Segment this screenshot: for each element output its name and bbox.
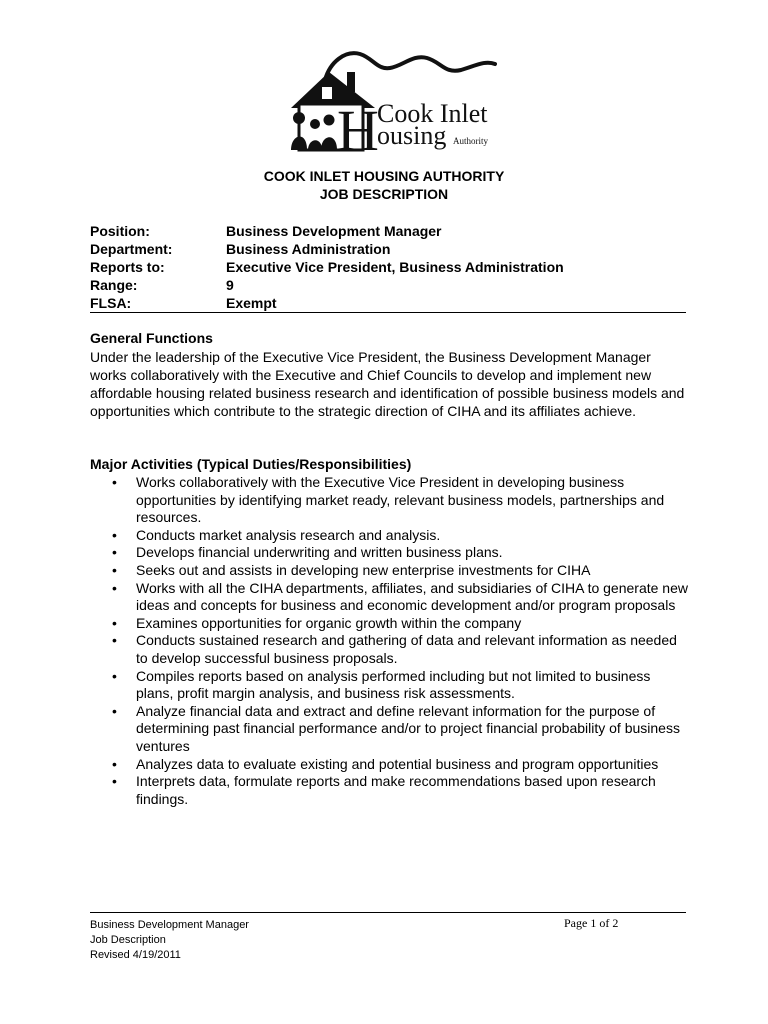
list-item-text: Interprets data, formulate reports and make recommendations based upon research findings.: [136, 773, 656, 807]
list-item-text: Analyzes data to evaluate existing and potential business and program opportunities: [136, 755, 659, 772]
logo-name-line2: ousing: [377, 121, 447, 150]
info-value: 9: [226, 277, 234, 293]
svg-text:H: H: [337, 98, 379, 154]
list-item: [90, 632, 690, 667]
bullet-icon: •: [112, 474, 117, 490]
list-item: [90, 615, 690, 633]
list-item-text: Examines opportunities for organic growth within the company: [136, 614, 522, 631]
list-item: [90, 527, 690, 545]
info-row-department: [90, 240, 686, 258]
list-item: [90, 773, 690, 808]
info-label: Position:: [90, 223, 150, 239]
bullet-icon: •: [112, 526, 117, 543]
info-label: FLSA:: [90, 295, 132, 311]
info-value: Business Administration: [226, 241, 391, 257]
bullet-icon: •: [112, 667, 117, 684]
cook-inlet-housing-logo: [285, 42, 497, 154]
bullet-icon: •: [112, 632, 117, 649]
info-value: Executive Vice President, Business Administration: [226, 259, 564, 275]
general-functions-heading: General Functions: [90, 330, 213, 346]
list-item-text: Conducts market analysis research and analysis.: [136, 526, 441, 543]
bullet-icon: •: [112, 579, 117, 596]
list-item-text: Conducts sustained research and gathering of data and relevant information as needed to develop successful business proposals.: [136, 632, 677, 666]
list-item-text: Seeks out and assists in developing new enterprise investments for CIHA: [136, 561, 591, 578]
list-item: [90, 703, 690, 756]
list-item: [90, 474, 690, 527]
bullet-icon: •: [112, 544, 117, 561]
info-row-range: [90, 276, 686, 294]
bullet-icon: •: [112, 614, 117, 631]
major-activities-list: [90, 474, 690, 808]
info-label: Department:: [90, 241, 173, 257]
list-item: [90, 580, 690, 615]
info-row-reports-to: [90, 258, 686, 276]
info-row-flsa: [90, 294, 686, 312]
footer-doc-type: Job Description: [90, 934, 166, 946]
footer-info: [90, 918, 249, 963]
list-item-text: Compiles reports based on analysis performed including but not limited to business plans, profit margin analysis, and business risk assessments.: [136, 667, 651, 702]
info-row-position: [90, 222, 686, 240]
organization-title: COOK INLET HOUSING AUTHORITY: [263, 168, 505, 184]
list-item: [90, 562, 690, 580]
footer-divider: [90, 912, 686, 913]
logo-graphic: [285, 42, 497, 154]
logo-name-line1: Cook Inlet: [377, 99, 488, 128]
info-label: Range:: [90, 277, 138, 293]
bullet-icon: •: [112, 561, 117, 578]
major-activities-heading: Major Activities (Typical Duties/Responsibilities): [90, 456, 412, 472]
list-item-text: Analyze financial data and extract and define relevant information for the purpose of determining past financial performance and/or to project financial probability of business ventures: [136, 702, 680, 754]
list-item: [90, 544, 690, 562]
position-info-table: [90, 222, 686, 312]
page-number: Page 1 of 2: [564, 916, 619, 930]
list-item-text: Develops financial underwriting and written business plans.: [136, 544, 503, 561]
header-divider: [90, 312, 686, 313]
bullet-icon: •: [112, 773, 117, 790]
info-label: Reports to:: [90, 259, 165, 275]
document-type-title: JOB DESCRIPTION: [319, 186, 449, 202]
general-functions-text: Under the leadership of the Executive Vice President, the Business Development Manager works collaboratively with the Executive and Chief Councils to develop and implement new affordable housing related business research and identification of possible business models and opportunities which contribute to the strategic direction of CIHA and its affiliates achieve.: [90, 349, 685, 419]
footer-position: Business Development Manager: [90, 919, 249, 931]
info-value: Business Development Manager: [226, 223, 442, 239]
bullet-icon: •: [112, 755, 117, 772]
bullet-icon: •: [112, 702, 117, 719]
info-value: Exempt: [226, 295, 277, 311]
list-item-text: Works with all the CIHA departments, affiliates, and subsidiaries of CIHA to generate new ideas and concepts for business and economic development and/or program proposals: [136, 579, 688, 614]
footer-revised-date: Revised 4/19/2011: [90, 949, 181, 961]
list-item: [90, 756, 690, 774]
list-item-text: Works collaboratively with the Executive Vice President in developing business opportunities by identifying market ready, relevant business models, partnerships and resources.: [136, 474, 665, 526]
list-item: [90, 668, 690, 703]
logo-authority: Authority: [453, 136, 488, 146]
